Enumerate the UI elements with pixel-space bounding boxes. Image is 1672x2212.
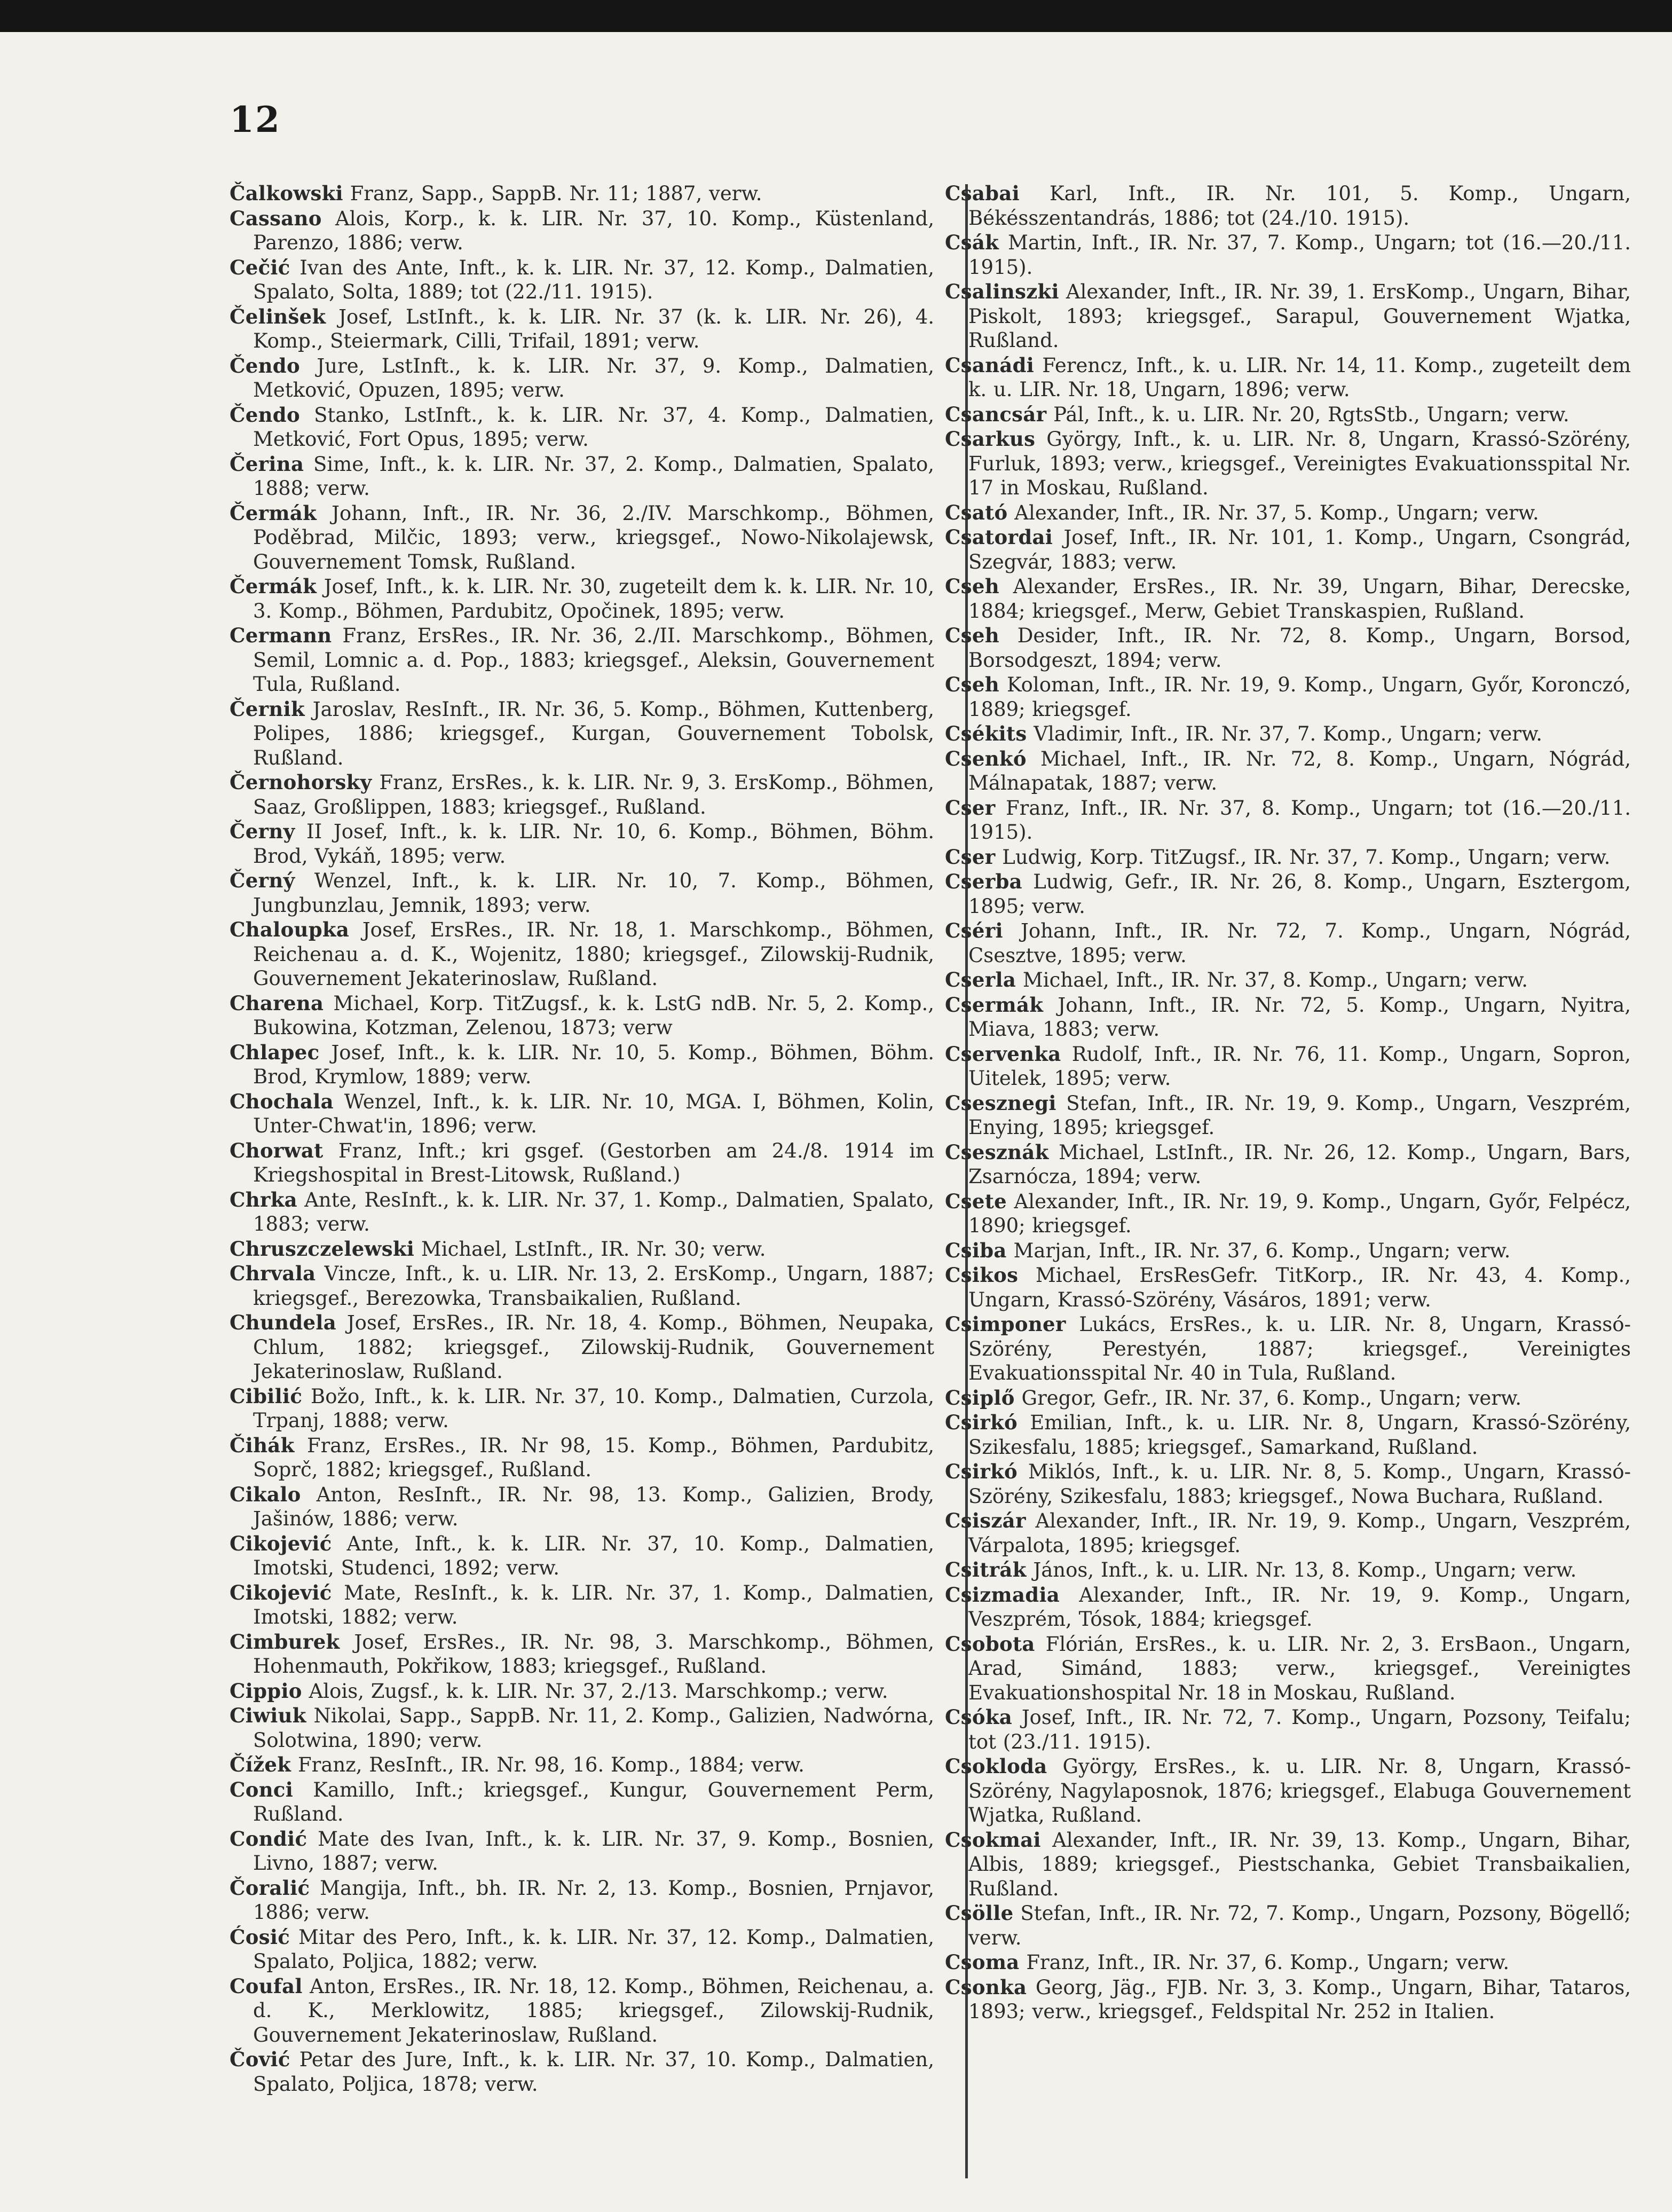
entry-surname: Csák [945, 231, 999, 254]
entry-surname: Chlapec [230, 1040, 320, 1064]
entry-details: Mangija, Inft., bh. IR. Nr. 2, 13. Komp., Bosnien, Prnjavor, 1886; verw. [253, 1876, 934, 1924]
entry-surname: Ćosić [230, 1925, 290, 1949]
entry-details: Jaroslav, ResInft., IR. Nr. 36, 5. Komp., Böhmen, Kuttenberg, Polipes, 1886; kriegsgef., Kurgan, Gouvernement Tobolsk, Rußland. [253, 697, 934, 769]
entry-details: Vincze, Inft., k. u. LIR. Nr. 13, 2. ErsKomp., Ungarn, 1887; kriegsgef., Berezowka, Transbaikalien, Rußland. [253, 1262, 934, 1310]
casualty-entry [945, 1509, 1631, 1557]
casualty-entry [945, 870, 1631, 918]
entry-surname: Csanádi [945, 353, 1035, 377]
entry-details: Franz, Inft.; kri gsgef. (Gestorben am 24./8. 1914 im Kriegshospital in Brest-Litowsk, Rußland.) [253, 1139, 934, 1186]
entry-details: Josef, LstInft., k. k. LIR. Nr. 37 (k. k. LIR. Nr. 26), 4. Komp., Steiermark, Cilli, Trifail, 1891; verw. [253, 305, 934, 352]
entry-details: Alexander, Inft., IR. Nr. 39, 1. ErsKomp., Ungarn, Bihar, Piskolt, 1893; kriegsgef., Sarapul, Gouvernement Wjatka, Rußland. [968, 280, 1631, 352]
entry-details: Miklós, Inft., k. u. LIR. Nr. 8, 5. Komp., Ungarn, Krassó-Szörény, Szikesfalu, 1883; kriegsgef., Nowa Buchara, Rußland. [968, 1460, 1631, 1508]
entry-details: Josef, Inft., IR. Nr. 101, 1. Komp., Ungarn, Csongrád, Szegvár, 1883; verw. [968, 526, 1631, 573]
entry-surname: Csalinszki [945, 280, 1059, 303]
entry-details: Franz, ErsRes., IR. Nr 98, 15. Komp., Böhmen, Pardubitz, Soprč, 1882; kriegsgef., Rußland. [253, 1434, 934, 1481]
casualty-entry [230, 354, 934, 403]
casualty-entry [230, 207, 934, 255]
entry-surname: Csölle [945, 1901, 1014, 1925]
entry-surname: Černohorsky [230, 770, 372, 794]
entry-surname: Csitrák [945, 1558, 1027, 1581]
entry-details: Lukács, ErsRes., k. u. LIR. Nr. 8, Ungarn, Krassó-Szörény, Perestyén, 1887; kriegsgef., Vereinigtes Evakuationsspital Nr. 40 in Tula, Rußland. [968, 1313, 1631, 1384]
casualty-entry [945, 1386, 1631, 1411]
entry-details: Anton, ResInft., IR. Nr. 98, 13. Komp., Galizien, Brody, Jašinów, 1886; verw. [253, 1483, 934, 1530]
entry-surname: Cassano [230, 206, 322, 230]
entry-details: Georg, Jäg., FJB. Nr. 3, 3. Komp., Ungarn, Bihar, Tataros, 1893; verw., kriegsgef., Feldspital Nr. 252 in Italien. [968, 1975, 1631, 2023]
entry-details: Josef, ErsRes., IR. Nr. 18, 4. Komp., Böhmen, Neupaka, Chlum, 1882; kriegsgef., Zilowskij-Rudnik, Gouvernement Jekaterinoslaw, Rußland. [253, 1311, 934, 1383]
entry-surname: Čoralić [230, 1876, 310, 1900]
casualty-entry [945, 1558, 1631, 1583]
entry-details: Wenzel, Inft., k. k. LIR. Nr. 10, 7. Komp., Böhmen, Jungbunzlau, Jemnik, 1893; verw. [253, 869, 934, 917]
entry-details: Flórián, ErsRes., k. u. LIR. Nr. 2, 3. ErsBaon., Ungarn, Arad, Simánd, 1883; verw., kriegsgef., Vereinigtes Evakuationshospital Nr. 18 in Moskau, Rußland. [968, 1632, 1631, 1704]
entry-details: Franz, ErsRes., k. k. LIR. Nr. 9, 3. ErsKomp., Böhmen, Saaz, Großlippen, 1883; kriegsgef., Rußland. [253, 771, 934, 818]
entry-details: Mate, ResInft., k. k. LIR. Nr. 37, 1. Komp., Dalmatien, Imotski, 1882; verw. [253, 1581, 934, 1628]
entry-surname: Csirkó [945, 1411, 1018, 1434]
entry-details: Vladimir, Inft., IR. Nr. 37, 7. Komp., Ungarn; verw. [1027, 722, 1542, 745]
entry-details: Josef, Inft., k. k. LIR. Nr. 30, zugeteilt dem k. k. LIR. Nr. 10, 3. Komp., Böhmen, Pardubitz, Opočinek, 1895; verw. [253, 575, 934, 623]
entry-surname: Cippio [230, 1679, 302, 1703]
entry-surname: Černik [230, 697, 305, 721]
left-column [230, 182, 934, 2097]
entry-surname: Čalkowski [230, 182, 343, 205]
casualty-entry [230, 1139, 934, 1187]
casualty-entry [945, 722, 1631, 746]
entry-details: Marjan, Inft., IR. Nr. 37, 6. Komp., Ungarn; verw. [1006, 1239, 1511, 1262]
entry-surname: Csokloda [945, 1754, 1047, 1778]
casualty-entry [945, 1411, 1631, 1459]
entry-surname: Csenkó [945, 746, 1027, 770]
casualty-entry [945, 1460, 1631, 1508]
entry-surname: Chorwat [230, 1138, 324, 1162]
entry-details: Ferencz, Inft., k. u. LIR. Nr. 14, 11. Komp., zugeteilt dem k. u. LIR. Nr. 18, Ungarn, 1896; verw. [968, 353, 1631, 401]
entry-details: Karl, Inft., IR. Nr. 101, 5. Komp., Ungarn, Békésszentandrás, 1886; tot (24./10. 1915). [968, 182, 1631, 230]
entry-details: Franz, ResInft., IR. Nr. 98, 16. Komp., 1884; verw. [291, 1753, 805, 1776]
casualty-entry [945, 525, 1631, 574]
entry-surname: Csatordai [945, 525, 1053, 549]
entry-details: Alexander, Inft., IR. Nr. 19, 9. Komp., Ungarn, Győr, Felpécz, 1890; kriegsgef. [968, 1190, 1631, 1237]
entry-surname: Chochala [230, 1089, 334, 1113]
casualty-entry [230, 820, 934, 868]
casualty-entry [230, 1827, 934, 1876]
entry-surname: Condić [230, 1827, 307, 1851]
entry-surname: Cser [945, 796, 996, 820]
casualty-entry [230, 1262, 934, 1310]
casualty-entry [945, 845, 1631, 870]
casualty-entry [230, 1041, 934, 1089]
casualty-entry [230, 182, 934, 206]
entry-surname: Cserba [945, 870, 1022, 893]
entry-details: János, Inft., k. u. LIR. Nr. 13, 8. Komp., Ungarn; verw. [1026, 1558, 1577, 1581]
entry-surname: Cseh [945, 574, 999, 598]
casualty-entry [945, 1140, 1631, 1189]
casualty-entry [230, 697, 934, 770]
entry-details: Pál, Inft., k. u. LIR. Nr. 20, RgtsStb., Ungarn; verw. [1046, 403, 1570, 426]
casualty-entry [230, 1090, 934, 1138]
casualty-entry [230, 501, 934, 574]
entry-details: Stefan, Inft., IR. Nr. 72, 7. Komp., Ungarn, Pozsony, Bögellő; verw. [968, 1902, 1631, 1949]
entry-surname: Conci [230, 1777, 294, 1801]
entry-surname: Cserla [945, 968, 1016, 991]
casualty-entry [945, 1950, 1631, 1975]
casualty-entry [945, 1705, 1631, 1754]
casualty-entry [230, 256, 934, 304]
entry-details: György, ErsRes., k. u. LIR. Nr. 8, Ungarn, Krassó-Szörény, Nagylaposnok, 1876; kriegsgef., Elabuga Gouvernement Wjatka, Rußland. [968, 1755, 1631, 1827]
entry-surname: Csancsár [945, 402, 1047, 426]
entry-surname: Csimponer [945, 1312, 1066, 1336]
entry-surname: Coufal [230, 1974, 303, 1998]
entry-surname: Csonka [945, 1975, 1027, 1999]
casualty-entry [230, 452, 934, 501]
entry-surname: Cermann [230, 624, 332, 647]
entry-details: Martin, Inft., IR. Nr. 37, 7. Komp., Ungarn; tot (16.—20./11. 1915). [968, 231, 1631, 279]
casualty-entry [230, 1753, 934, 1777]
entry-details: Michael, Inft., IR. Nr. 37, 8. Komp., Ungarn; verw. [1016, 969, 1528, 991]
entry-surname: Čović [230, 2048, 290, 2071]
entry-details: Rudolf, Inft., IR. Nr. 76, 11. Komp., Ungarn, Sopron, Uitelek, 1895; verw. [968, 1042, 1631, 1090]
casualty-entry [230, 918, 934, 991]
entry-surname: Csokmai [945, 1828, 1041, 1852]
entry-details: Božo, Inft., k. k. LIR. Nr. 37, 10. Komp., Dalmatien, Curzola, Trpanj, 1888; verw. [253, 1384, 934, 1432]
casualty-entry [945, 1239, 1631, 1263]
entry-surname: Čermák [230, 501, 317, 525]
entry-details: Franz, ErsRes., IR. Nr. 36, 2./II. Marschkomp., Böhmen, Semil, Lomnic a. d. Pop., 1883; kriegsgef., Aleksin, Gouvernement Tula, Rußland. [253, 624, 934, 696]
entry-surname: Csete [945, 1189, 1007, 1213]
casualty-entry [230, 1679, 934, 1704]
casualty-entry [230, 1483, 934, 1531]
entry-details: Josef, Inft., k. k. LIR. Nr. 10, 5. Komp., Böhmen, Böhm. Brod, Krymlow, 1889; verw. [253, 1041, 934, 1088]
casualty-entry [945, 993, 1631, 1042]
casualty-entry [230, 1581, 934, 1630]
entry-surname: Čendo [230, 403, 300, 427]
entry-details: Michael, LstInft., IR. Nr. 30; verw. [414, 1237, 766, 1261]
casualty-entry [945, 624, 1631, 672]
entry-details: György, Inft., k. u. LIR. Nr. 8, Ungarn, Krassó-Szörény, Furluk, 1893; verw., kriegsgef., Vereinigtes Evakuationsspital Nr. 17 in Moskau, Rußland. [968, 428, 1631, 499]
entry-details: Sime, Inft., k. k. LIR. Nr. 37, 2. Komp., Dalmatien, Spalato, 1888; verw. [253, 452, 934, 500]
casualty-entry [945, 182, 1631, 230]
entry-surname: Čížek [230, 1753, 291, 1776]
casualty-entry [945, 796, 1631, 845]
casualty-entry [230, 305, 934, 353]
entry-details: Josef, ErsRes., IR. Nr. 98, 3. Marschkomp., Böhmen, Hohenmauth, Pokřikow, 1883; kriegsgef., Rußland. [253, 1630, 934, 1678]
entry-details: Koloman, Inft., IR. Nr. 19, 9. Komp., Ungarn, Győr, Koronczó, 1889; kriegsgef. [968, 673, 1631, 721]
entry-surname: Čermák [230, 574, 317, 598]
entry-surname: Csékits [945, 722, 1027, 745]
entry-surname: Csató [945, 500, 1008, 524]
casualty-entry [945, 353, 1631, 402]
entry-surname: Chrvala [230, 1262, 316, 1285]
entry-details: Gregor, Gefr., IR. Nr. 37, 6. Komp., Ungarn; verw. [1014, 1386, 1521, 1410]
casualty-entry [230, 869, 934, 917]
entry-details: Kamillo, Inft.; kriegsgef., Kungur, Gouvernement Perm, Rußland. [253, 1778, 934, 1825]
casualty-entry [230, 1384, 934, 1433]
entry-details: Ludwig, Korp. TitZugsf., IR. Nr. 37, 7. Komp., Ungarn; verw. [995, 845, 1611, 869]
entry-surname: Chaloupka [230, 918, 350, 941]
casualty-entry [945, 403, 1631, 427]
entry-details: Nikolai, Sapp., SappB. Nr. 11, 2. Komp., Galizien, Nadwórna, Solotwina, 1890; verw. [253, 1704, 934, 1752]
entry-details: Johann, Inft., IR. Nr. 72, 7. Komp., Ungarn, Nógrád, Csesztve, 1895; verw. [968, 919, 1631, 967]
entry-details: Franz, Inft., IR. Nr. 37, 8. Komp., Ungarn; tot (16.—20./11. 1915). [968, 796, 1631, 844]
entry-surname: Cikojević [230, 1580, 332, 1604]
entry-details: Jure, LstInft., k. k. LIR. Nr. 37, 9. Komp., Dalmatien, Metković, Opuzen, 1895; verw. [253, 354, 934, 402]
entry-details: Desider, Inft., IR. Nr. 72, 8. Komp., Ungarn, Borsod, Borsodgeszt, 1894; verw. [968, 624, 1631, 672]
casualty-entry [945, 1091, 1631, 1140]
casualty-entry [230, 1704, 934, 1752]
right-column [945, 182, 1631, 2025]
casualty-entry [945, 1901, 1631, 1950]
entry-surname: Csermák [945, 993, 1044, 1017]
entry-surname: Csiszár [945, 1509, 1026, 1532]
entry-details: Anton, ErsRes., IR. Nr. 18, 12. Komp., Böhmen, Reichenau, a. d. K., Merklowitz, 1885; kriegsgef., Zilowskij-Rudnik, Gouvernement Jekaterinoslaw, Rußland. [253, 1974, 934, 2046]
casualty-entry [945, 673, 1631, 721]
casualty-entry [945, 1975, 1631, 2024]
entry-surname: Cečić [230, 255, 290, 279]
entry-surname: Ciwiuk [230, 1704, 306, 1727]
entry-surname: Csirkó [945, 1460, 1018, 1483]
casualty-entry [945, 280, 1631, 353]
entry-details: Ivan des Ante, Inft., k. k. LIR. Nr. 37, 12. Komp., Dalmatien, Spalato, Solta, 1889; tot (22./11. 1915). [253, 256, 934, 303]
casualty-entry [230, 1974, 934, 2048]
entry-surname: Cseh [945, 673, 999, 696]
entry-surname: Csóka [945, 1705, 1013, 1729]
entry-details: Ante, Inft., k. k. LIR. Nr. 37, 10. Komp., Dalmatien, Imotski, Studenci, 1892; verw. [253, 1532, 934, 1579]
entry-details: Alexander, Inft., IR. Nr. 19, 9. Komp., Ungarn, Veszprém, Tósok, 1884; kriegsgef. [968, 1583, 1631, 1631]
entry-surname: Charena [230, 991, 324, 1015]
casualty-entry [230, 1925, 934, 1974]
casualty-entry [945, 1754, 1631, 1828]
entry-surname: Csikos [945, 1263, 1019, 1287]
casualty-entry [945, 919, 1631, 967]
entry-surname: Csobota [945, 1632, 1035, 1656]
entry-surname: Csesznegi [945, 1091, 1056, 1115]
entry-surname: Chruszczelewski [230, 1237, 415, 1261]
casualty-entry [230, 1237, 934, 1262]
casualty-entry [230, 1778, 934, 1827]
page-number: 12 [230, 99, 281, 140]
entry-details: Wenzel, Inft., k. k. LIR. Nr. 10, MGA. I, Böhmen, Kolin, Unter-Chwat'in, 1896; verw. [253, 1090, 934, 1137]
casualty-entry [230, 624, 934, 697]
casualty-entry [230, 574, 934, 623]
casualty-entry [230, 1630, 934, 1679]
entry-surname: Chundela [230, 1311, 336, 1334]
entry-surname: Csesznák [945, 1140, 1049, 1164]
casualty-entry [945, 427, 1631, 500]
casualty-entry [230, 1434, 934, 1482]
entry-details: Alois, Korp., k. k. LIR. Nr. 37, 10. Komp., Küstenland, Parenzo, 1886; verw. [253, 207, 934, 254]
entry-details: Alexander, ErsRes., IR. Nr. 39, Ungarn, Bihar, Derecske, 1884; kriegsgef., Merw, Gebiet Transkaspien, Rußland. [968, 575, 1631, 623]
entry-details: Johann, Inft., IR. Nr. 72, 5. Komp., Ungarn, Nyitra, Miava, 1883; verw. [968, 993, 1631, 1041]
casualty-entry [945, 1190, 1631, 1238]
casualty-entry [945, 968, 1631, 993]
entry-details: Alexander, Inft., IR. Nr. 39, 13. Komp., Ungarn, Bihar, Albis, 1889; kriegsgef., Piestschanka, Gebiet Transbaikalien, Rußland. [968, 1828, 1631, 1900]
entry-surname: Čendo [230, 353, 300, 377]
casualty-entry [230, 1532, 934, 1580]
entry-surname: Čerina [230, 452, 304, 476]
entry-details: Alois, Zugsf., k. k. LIR. Nr. 37, 2./13. Marschkomp.; verw. [302, 1679, 888, 1703]
entry-surname: Cser [945, 845, 996, 869]
entry-details: Mitar des Pero, Inft., k. k. LIR. Nr. 37, 12. Komp., Dalmatien, Spalato, Poljica, 1882; verw. [253, 1925, 934, 1973]
casualty-entry [230, 2048, 934, 2096]
entry-surname: Cimburek [230, 1630, 340, 1654]
entry-details: Josef, ErsRes., IR. Nr. 18, 1. Marschkomp., Böhmen, Reichenau a. d. K., Wojenitz, 1880; kriegsgef., Zilowskij-Rudnik, Gouvernement Jekaterinoslaw, Rußland. [253, 918, 934, 990]
entry-surname: Csoma [945, 1950, 1020, 1974]
entry-details: Josef, Inft., IR. Nr. 72, 7. Komp., Ungarn, Pozsony, Teifalu; tot (23./11. 1915). [968, 1706, 1631, 1753]
entry-surname: Čelinšek [230, 304, 326, 328]
casualty-entry [945, 1583, 1631, 1632]
entry-details: Petar des Jure, Inft., k. k. LIR. Nr. 37, 10. Komp., Dalmatien, Spalato, Poljica, 1878; verw. [253, 2048, 934, 2096]
entry-details: Stefan, Inft., IR. Nr. 19, 9. Komp., Ungarn, Veszprém, Enying, 1895; kriegsgef. [968, 1091, 1631, 1139]
casualty-entry [945, 231, 1631, 279]
casualty-entry [945, 1042, 1631, 1091]
casualty-entry [945, 501, 1631, 525]
entry-details: Stanko, LstInft., k. k. LIR. Nr. 37, 4. Komp., Dalmatien, Metković, Fort Opus, 1895; verw. [253, 403, 934, 451]
entry-details: Michael, LstInft., IR. Nr. 26, 12. Komp., Ungarn, Bars, Zsarnócza, 1894; verw. [968, 1140, 1631, 1188]
entry-surname: Cibilić [230, 1384, 303, 1408]
entry-surname: Csiba [945, 1238, 1007, 1262]
entry-details: Ludwig, Gefr., IR. Nr. 26, 8. Komp., Ungarn, Esztergom, 1895; verw. [968, 870, 1631, 918]
entry-surname: Čihák [230, 1433, 295, 1457]
entry-details: Franz, Sapp., SappB. Nr. 11; 1887, verw. [343, 182, 762, 205]
casualty-entry [230, 770, 934, 819]
entry-details: Alexander, Inft., IR. Nr. 37, 5. Komp., Ungarn; verw. [1007, 501, 1539, 524]
casualty-entry [945, 1263, 1631, 1312]
entry-details: Michael, Korp. TitZugsf., k. k. LstG ndB. Nr. 5, 2. Komp., Bukowina, Kotzman, Zelenou, 1873; verw [253, 991, 934, 1039]
entry-surname: Cservenka [945, 1042, 1061, 1066]
entry-details: Emilian, Inft., k. u. LIR. Nr. 8, Ungarn, Krassó-Szörény, Szikesfalu, 1885; kriegsgef., Samarkand, Rußland. [968, 1411, 1631, 1459]
entry-surname: Cseh [945, 624, 999, 647]
entry-details: Michael, ErsResGefr. TitKorp., IR. Nr. 43, 4. Komp., Ungarn, Krassó-Szörény, Vásáros, 1891; verw. [968, 1264, 1631, 1311]
entry-surname: Csizmadia [945, 1583, 1060, 1607]
entry-details: Mate des Ivan, Inft., k. k. LIR. Nr. 37, 9. Komp., Bosnien, Livno, 1887; verw. [253, 1827, 934, 1875]
entry-surname: Cikalo [230, 1482, 301, 1506]
casualty-entry [945, 574, 1631, 623]
casualty-entry [230, 991, 934, 1040]
entry-details: Michael, Inft., IR. Nr. 72, 8. Komp., Ungarn, Nógrád, Málnapatak, 1887; verw. [968, 747, 1631, 794]
entry-surname: Cikojević [230, 1531, 332, 1555]
entry-details: Ante, ResInft., k. k. LIR. Nr. 37, 1. Komp., Dalmatien, Spalato, 1883; verw. [253, 1188, 934, 1235]
casualty-entry [230, 1876, 934, 1925]
entry-surname: Černy [230, 820, 295, 843]
casualty-entry [230, 1311, 934, 1384]
entry-surname: Csarkus [945, 427, 1036, 451]
entry-surname: Cséri [945, 919, 1003, 942]
entry-surname: Černý [230, 869, 295, 892]
casualty-entry [945, 1828, 1631, 1901]
entry-details: II Josef, Inft., k. k. LIR. Nr. 10, 6. Komp., Böhmen, Böhm. Brod, Vykáň, 1895; verw. [253, 820, 934, 868]
casualty-entry [945, 1312, 1631, 1386]
entry-surname: Chrka [230, 1187, 297, 1211]
casualty-entry [230, 1188, 934, 1237]
entry-details: Franz, Inft., IR. Nr. 37, 6. Komp., Ungarn; verw. [1019, 1951, 1510, 1974]
casualty-entry [230, 403, 934, 452]
entry-surname: Csabai [945, 182, 1020, 205]
casualty-entry [945, 1632, 1631, 1705]
casualty-entry [945, 747, 1631, 796]
entry-details: Johann, Inft., IR. Nr. 36, 2./IV. Marschkomp., Böhmen, Poděbrad, Milčic, 1893; verw., kriegsgef., Nowo-Nikolajewsk, Gouvernement Tomsk, Rußland. [253, 501, 934, 573]
entry-details: Alexander, Inft., IR. Nr. 19, 9. Komp., Ungarn, Veszprém, Várpalota, 1895; kriegsgef. [968, 1509, 1631, 1557]
entry-surname: Csiplő [945, 1386, 1015, 1410]
document-page [0, 32, 1672, 2212]
